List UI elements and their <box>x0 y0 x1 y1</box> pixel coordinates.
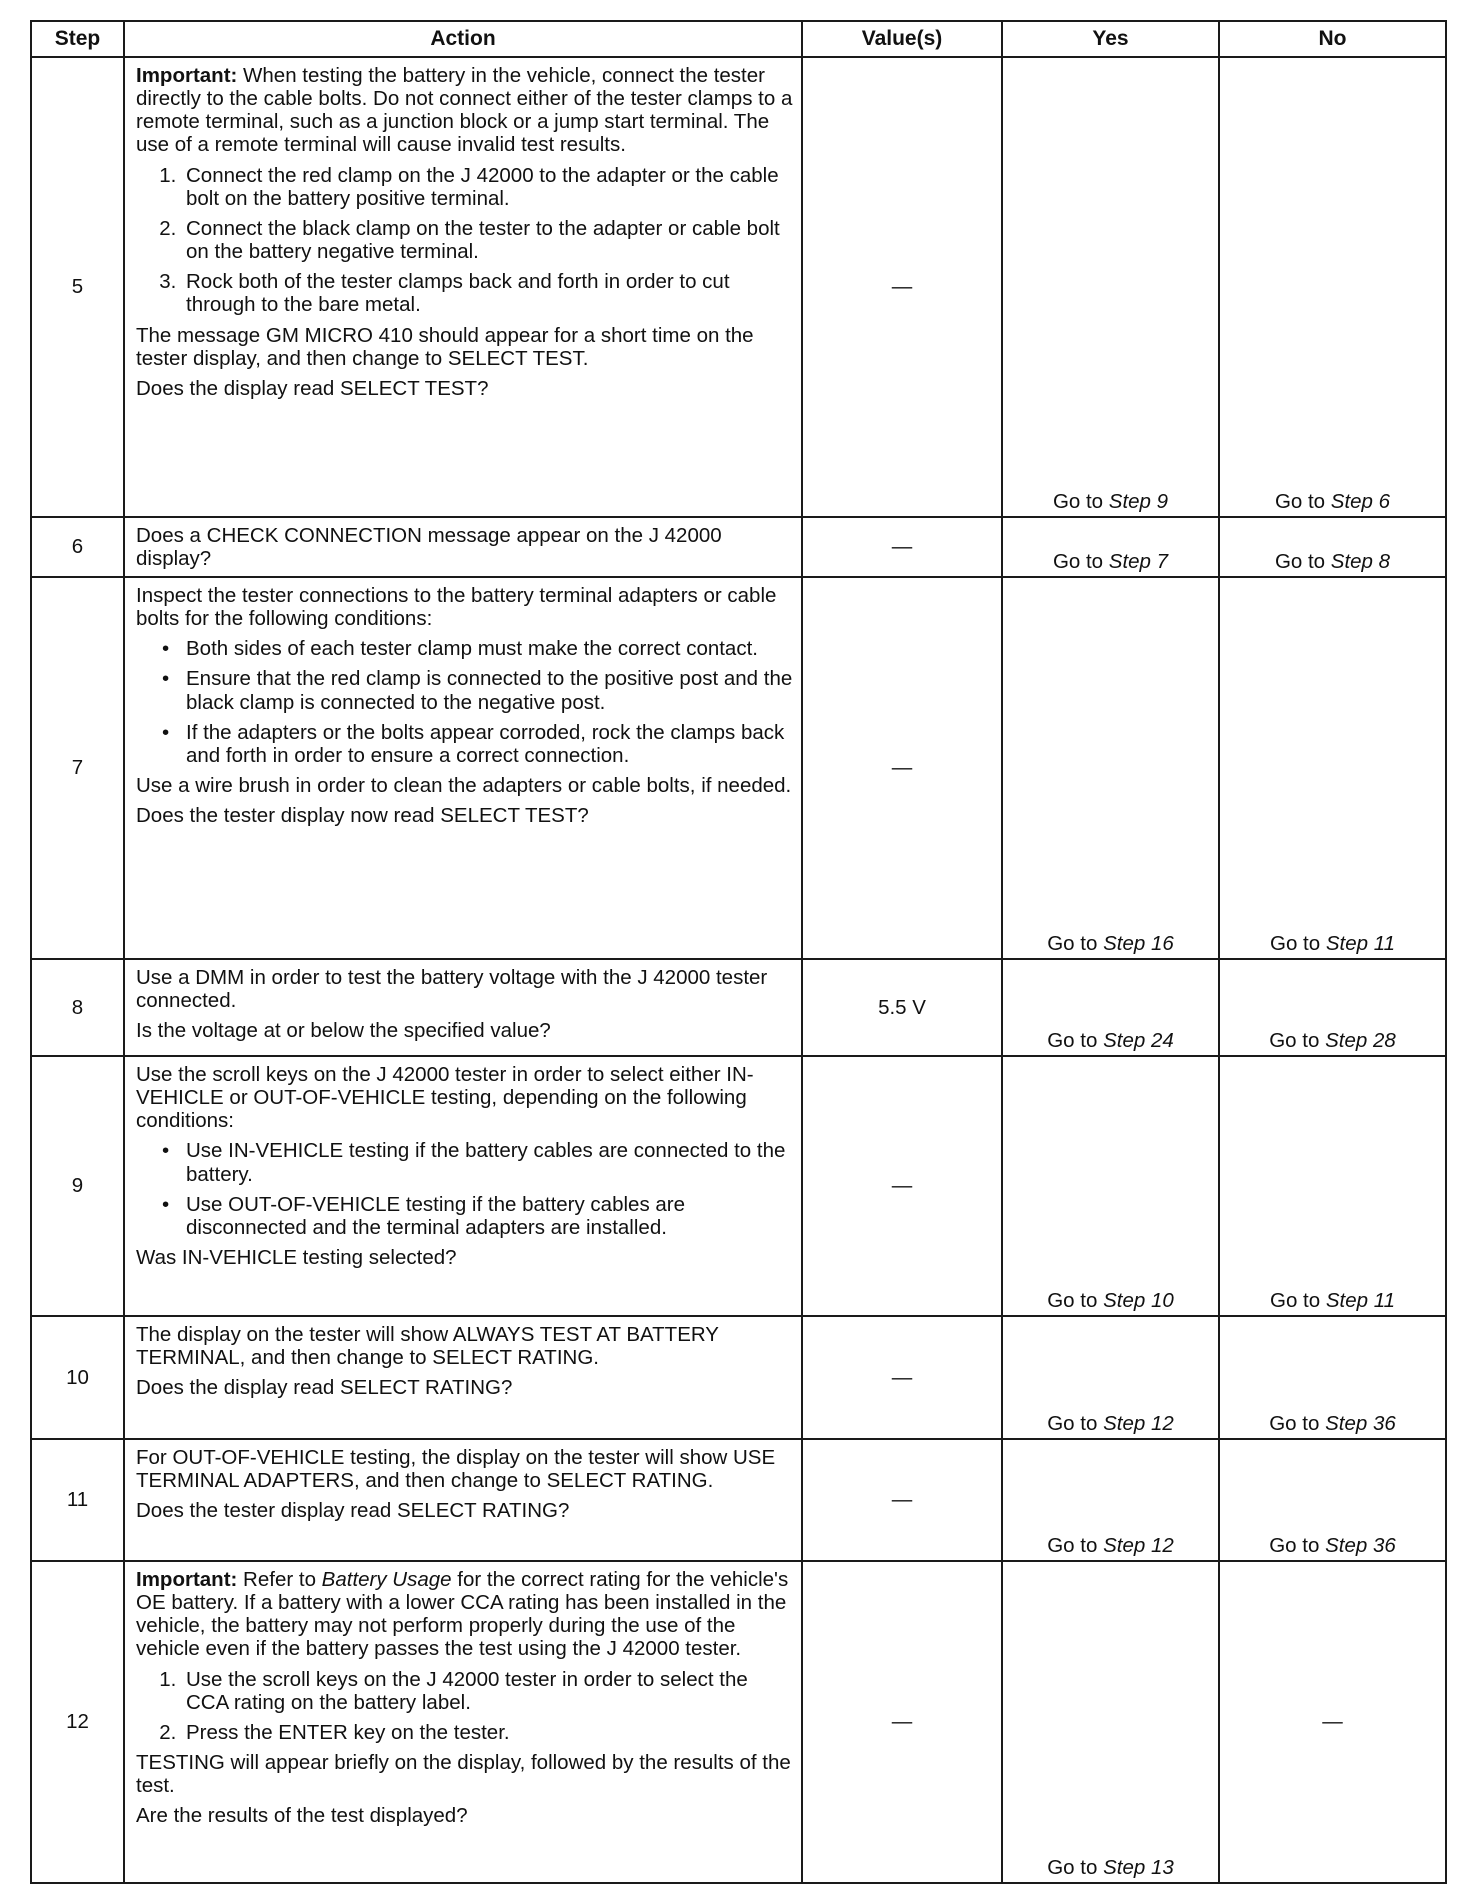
value-cell: — <box>802 57 1002 517</box>
action-cell <box>124 959 802 1056</box>
important-text: When testing the battery in the vehicle, connect the tester directly to the cable bolts. Do not connect either of the tester clamps to a remote terminal, such as a junction block or a jump start terminal. The use of a remote terminal will cause invalid test results. <box>136 64 793 157</box>
no-step-link[interactable]: Step 8 <box>1330 549 1391 573</box>
list-item: 3. Rock both of the tester clamps back and forth in order to cut through to the bare metal. <box>182 270 793 316</box>
action-question: Does the display read SELECT TEST? <box>136 376 489 400</box>
yes-prefix: Go to <box>1047 1855 1104 1879</box>
yes-cell <box>1002 1439 1219 1561</box>
yes-step-link[interactable]: Step 24 <box>1103 1028 1174 1052</box>
yes-cell <box>1002 1056 1219 1316</box>
table-row <box>31 1316 1446 1439</box>
yes-prefix: Go to <box>1052 489 1109 513</box>
numbered-list <box>136 164 793 317</box>
action-question: Does the tester display now read SELECT TEST? <box>136 804 589 828</box>
action-cell <box>124 1056 802 1316</box>
action-question: Does the tester display read SELECT RATING? <box>136 1499 570 1523</box>
yes-step-link[interactable]: Step 9 <box>1108 489 1169 513</box>
action-cell <box>124 57 802 517</box>
header-action: Action <box>124 21 802 57</box>
action-cell <box>124 577 802 959</box>
yes-step-link[interactable]: Step 10 <box>1103 1288 1174 1312</box>
no-prefix: Go to <box>1274 489 1331 513</box>
yes-prefix: Go to <box>1047 1533 1104 1557</box>
value-cell: — <box>802 577 1002 959</box>
no-cell <box>1219 1316 1446 1439</box>
table-row <box>31 577 1446 959</box>
list-item: 1. Connect the red clamp on the J 42000 to the adapter or the cable bolt on the battery positive terminal. <box>182 164 793 210</box>
important-label: Important: <box>136 1568 238 1591</box>
no-step-link[interactable]: Step 11 <box>1325 931 1395 955</box>
bullet-icon: • <box>162 667 170 691</box>
action-cell <box>124 1316 802 1439</box>
no-cell <box>1219 1056 1446 1316</box>
important-text: for the correct rating for the vehicle's OE battery. If a battery with a lower CCA rating has been installed in the vehicle, the battery may not perform properly during the use of the vehicle even if the battery passes the test using the J 42000 tester. <box>136 1568 789 1661</box>
table-row <box>31 1561 1446 1883</box>
action-text: The message GM MICRO 410 should appear for a short time on the tester display, and then change to SELECT TEST. <box>136 323 754 370</box>
battery-usage-link[interactable]: Battery Usage <box>321 1568 452 1591</box>
no-prefix: Go to <box>1270 931 1326 955</box>
important-label: Important: <box>136 64 238 87</box>
list-item: • If the adapters or the bolts appear corroded, rock the clamps back and forth in order to ensure a correct connection. <box>162 720 785 767</box>
yes-step-link[interactable]: Step 12 <box>1103 1533 1174 1557</box>
list-item: • Ensure that the red clamp is connected to the positive post and the black clamp is connected to the negative post. <box>162 667 793 714</box>
header-yes: Yes <box>1002 21 1219 57</box>
important-note <box>136 64 793 157</box>
step-number: 10 <box>31 1316 124 1439</box>
yes-step-link[interactable]: Step 12 <box>1103 1411 1174 1435</box>
step-number: 12 <box>31 1561 124 1883</box>
header-no: No <box>1219 21 1446 57</box>
action-question: Are the results of the test displayed? <box>136 1804 468 1828</box>
bullet-icon: • <box>162 1139 170 1163</box>
list-item: • Use OUT-OF-VEHICLE testing if the battery cables are disconnected and the terminal adapters are installed. <box>162 1192 686 1239</box>
value-cell: — <box>802 1439 1002 1561</box>
list-item: • Use IN-VEHICLE testing if the battery cables are connected to the battery. <box>162 1139 786 1186</box>
no-cell <box>1219 517 1446 577</box>
action-cell <box>124 517 802 577</box>
yes-cell <box>1002 517 1219 577</box>
yes-prefix: Go to <box>1047 1288 1104 1312</box>
step-number: 9 <box>31 1056 124 1316</box>
action-note: Use a wire brush in order to clean the adapters or cable bolts, if needed. <box>136 774 792 798</box>
no-cell <box>1219 57 1446 517</box>
yes-cell <box>1002 1561 1219 1883</box>
list-item: 1. Use the scroll keys on the J 42000 tester in order to select the CCA rating on the battery label. <box>182 1668 793 1714</box>
important-text: Refer to <box>237 1568 322 1591</box>
yes-step-link[interactable]: Step 7 <box>1108 549 1169 573</box>
bullet-list <box>136 637 793 767</box>
yes-prefix: Go to <box>1047 1411 1104 1435</box>
bullet-icon: • <box>162 637 170 661</box>
table-row <box>31 1056 1446 1316</box>
table-row <box>31 1439 1446 1561</box>
no-prefix: Go to <box>1269 1411 1326 1435</box>
yes-prefix: Go to <box>1047 1028 1104 1052</box>
no-step-link[interactable]: Step 36 <box>1325 1411 1396 1435</box>
header-values: Value(s) <box>802 21 1002 57</box>
list-item: 2. Connect the black clamp on the tester to the adapter or cable bolt on the battery negative terminal. <box>182 217 793 263</box>
list-item: 2. Press the ENTER key on the tester. <box>182 1721 793 1744</box>
value-cell: — <box>802 517 1002 577</box>
header-step: Step <box>31 21 124 57</box>
yes-step-link[interactable]: Step 13 <box>1103 1855 1174 1879</box>
table-row <box>31 57 1446 517</box>
step-number: 5 <box>31 57 124 517</box>
no-step-link[interactable]: Step 36 <box>1325 1533 1396 1557</box>
step-number: 11 <box>31 1439 124 1561</box>
action-text: TESTING will appear briefly on the display, followed by the results of the test. <box>136 1751 791 1798</box>
no-cell <box>1219 1439 1446 1561</box>
no-prefix: Go to <box>1269 1028 1326 1052</box>
value-cell: — <box>802 1316 1002 1439</box>
yes-prefix: Go to <box>1047 931 1104 955</box>
action-intro: For OUT-OF-VEHICLE testing, the display on the tester will show USE TERMINAL ADAPTERS, and then change to SELECT RATING. <box>136 1446 776 1493</box>
action-intro: Use the scroll keys on the J 42000 tester in order to select either IN-VEHICLE or OUT-OF-VEHICLE testing, depending on the following conditions: <box>136 1063 754 1133</box>
action-question: Does a CHECK CONNECTION message appear on the J 42000 display? <box>136 524 722 571</box>
action-question: Does the display read SELECT RATING? <box>136 1376 513 1400</box>
no-prefix: Go to <box>1270 1288 1326 1312</box>
action-question: Was IN-VEHICLE testing selected? <box>136 1246 457 1270</box>
step-number: 8 <box>31 959 124 1056</box>
no-cell: — <box>1219 1561 1446 1883</box>
yes-cell <box>1002 1316 1219 1439</box>
action-cell <box>124 1439 802 1561</box>
no-prefix: Go to <box>1274 549 1331 573</box>
action-cell <box>124 1561 802 1883</box>
no-step-link[interactable]: Step 11 <box>1325 1288 1395 1312</box>
value-cell: 5.5 V <box>802 959 1002 1056</box>
bullet-icon: • <box>162 1192 170 1216</box>
yes-cell <box>1002 57 1219 517</box>
table-row <box>31 517 1446 577</box>
step-number: 7 <box>31 577 124 959</box>
diagnostic-table <box>30 20 1447 1884</box>
no-cell <box>1219 577 1446 959</box>
step-number: 6 <box>31 517 124 577</box>
list-item: • Both sides of each tester clamp must make the correct contact. <box>162 637 758 661</box>
no-step-link[interactable]: Step 6 <box>1330 489 1391 513</box>
value-cell: — <box>802 1056 1002 1316</box>
no-prefix: Go to <box>1269 1533 1326 1557</box>
yes-cell <box>1002 959 1219 1056</box>
header-row <box>31 21 1446 57</box>
yes-cell <box>1002 577 1219 959</box>
no-cell <box>1219 959 1446 1056</box>
table-row <box>31 959 1446 1056</box>
important-note <box>136 1568 793 1661</box>
action-intro: The display on the tester will show ALWAYS TEST AT BATTERY TERMINAL, and then change to SELECT RATING. <box>136 1323 719 1370</box>
no-step-link[interactable]: Step 28 <box>1325 1028 1396 1052</box>
yes-prefix: Go to <box>1052 549 1109 573</box>
action-intro: Inspect the tester connections to the battery terminal adapters or cable bolts for the following conditions: <box>136 584 777 631</box>
action-intro: Use a DMM in order to test the battery voltage with the J 42000 tester connected. <box>136 966 768 1013</box>
numbered-list <box>136 1668 793 1744</box>
value-cell: — <box>802 1561 1002 1883</box>
yes-step-link[interactable]: Step 16 <box>1103 931 1174 955</box>
bullet-list <box>136 1139 793 1239</box>
action-question: Is the voltage at or below the specified value? <box>136 1019 551 1043</box>
bullet-icon: • <box>162 720 170 744</box>
